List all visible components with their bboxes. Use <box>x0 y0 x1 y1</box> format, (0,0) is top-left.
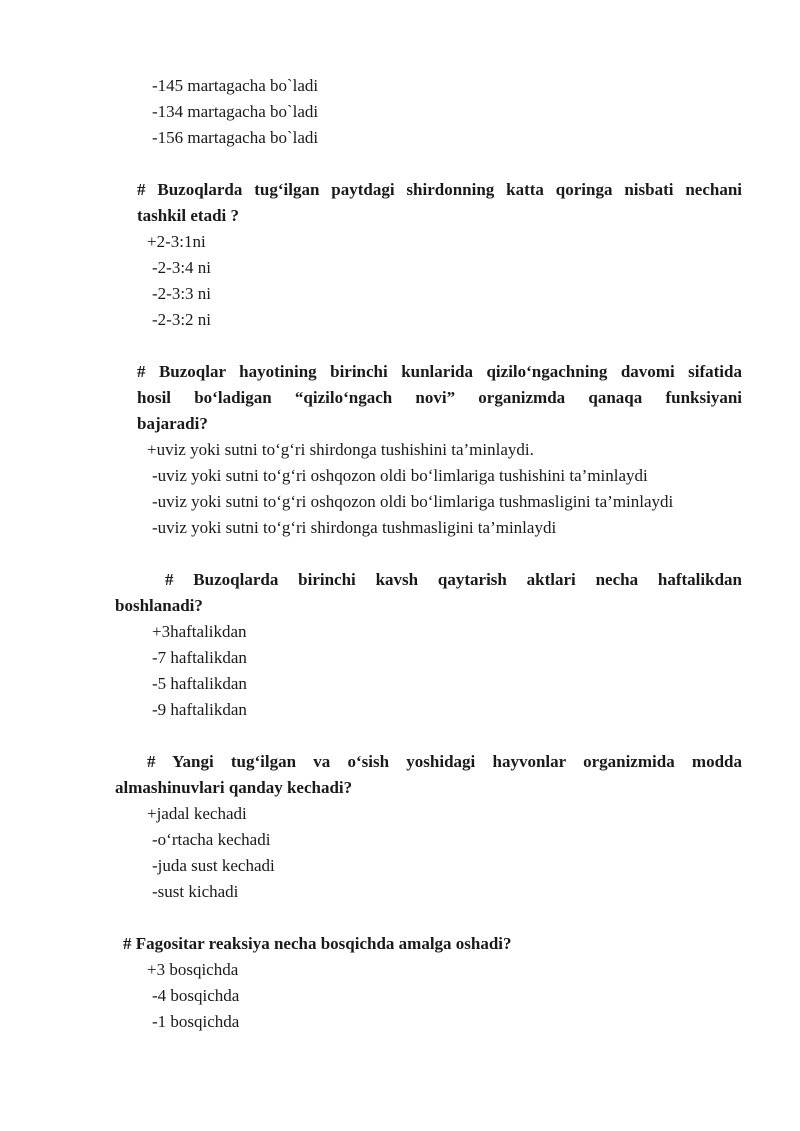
answer-correct: +jadal kechadi <box>147 804 247 823</box>
answer-option: -juda sust kechadi <box>152 856 275 875</box>
answer-correct: +3haftalikdan <box>152 622 247 641</box>
question-text: hosil bo‘ladigan “qizilo‘ngach novi” organizmda qanaqa funksiyani <box>137 388 742 407</box>
answer-option: -2-3:2 ni <box>152 310 212 329</box>
question-text: almashinuvlari qanday kechadi? <box>115 778 353 797</box>
question-text: bajaradi? <box>137 414 208 433</box>
answer-option: -5 haftalikdan <box>152 674 247 693</box>
question-text: # Buzoqlar hayotining birinchi kunlarida qizilo‘ngachning davomi sifatida <box>137 362 742 381</box>
question-text: # Buzoqlarda birinchi kavsh qaytarish aktlari necha haftalikdan <box>165 570 742 589</box>
answer-option: -sust kichadi <box>152 882 239 901</box>
question-text: # Yangi tug‘ilgan va o‘sish yoshidagi hayvonlar organizmida modda <box>147 752 742 771</box>
question-text: tashkil etadi ? <box>137 206 240 225</box>
answer-option: -156 martagacha bo`ladi <box>152 128 319 147</box>
answer-option: -4 bosqichda <box>152 986 240 1005</box>
answer-option: -uviz yoki sutni to‘g‘ri oshqozon oldi bo‘limlariga tushishini ta’minlaydi <box>152 466 648 485</box>
answer-correct: +uviz yoki sutni to‘g‘ri shirdonga tushishini ta’minlaydi. <box>147 440 534 459</box>
question-text: # Fagositar reaksiya necha bosqichda amalga oshadi? <box>123 934 512 953</box>
answer-correct: +2-3:1ni <box>147 232 206 251</box>
answer-option: -2-3:4 ni <box>152 258 212 277</box>
answer-option: -7 haftalikdan <box>152 648 247 667</box>
answer-option: -145 martagacha bo`ladi <box>152 76 319 95</box>
answer-option: -9 haftalikdan <box>152 700 247 719</box>
answer-option: -uviz yoki sutni to‘g‘ri oshqozon oldi bo‘limlariga tushmasligini ta’minlaydi <box>152 492 674 511</box>
answer-option: -o‘rtacha kechadi <box>152 830 271 849</box>
answer-correct: +3 bosqichda <box>147 960 239 979</box>
answer-option: -1 bosqichda <box>152 1012 240 1031</box>
answer-option: -134 martagacha bo`ladi <box>152 102 319 121</box>
answer-option: -2-3:3 ni <box>152 284 212 303</box>
answer-option: -uviz yoki sutni to‘g‘ri shirdonga tushmasligini ta’minlaydi <box>152 518 557 537</box>
question-text: # Buzoqlarda tug‘ilgan paytdagi shirdonning katta qoringa nisbati nechani <box>137 180 742 199</box>
question-text: boshlanadi? <box>115 596 203 615</box>
